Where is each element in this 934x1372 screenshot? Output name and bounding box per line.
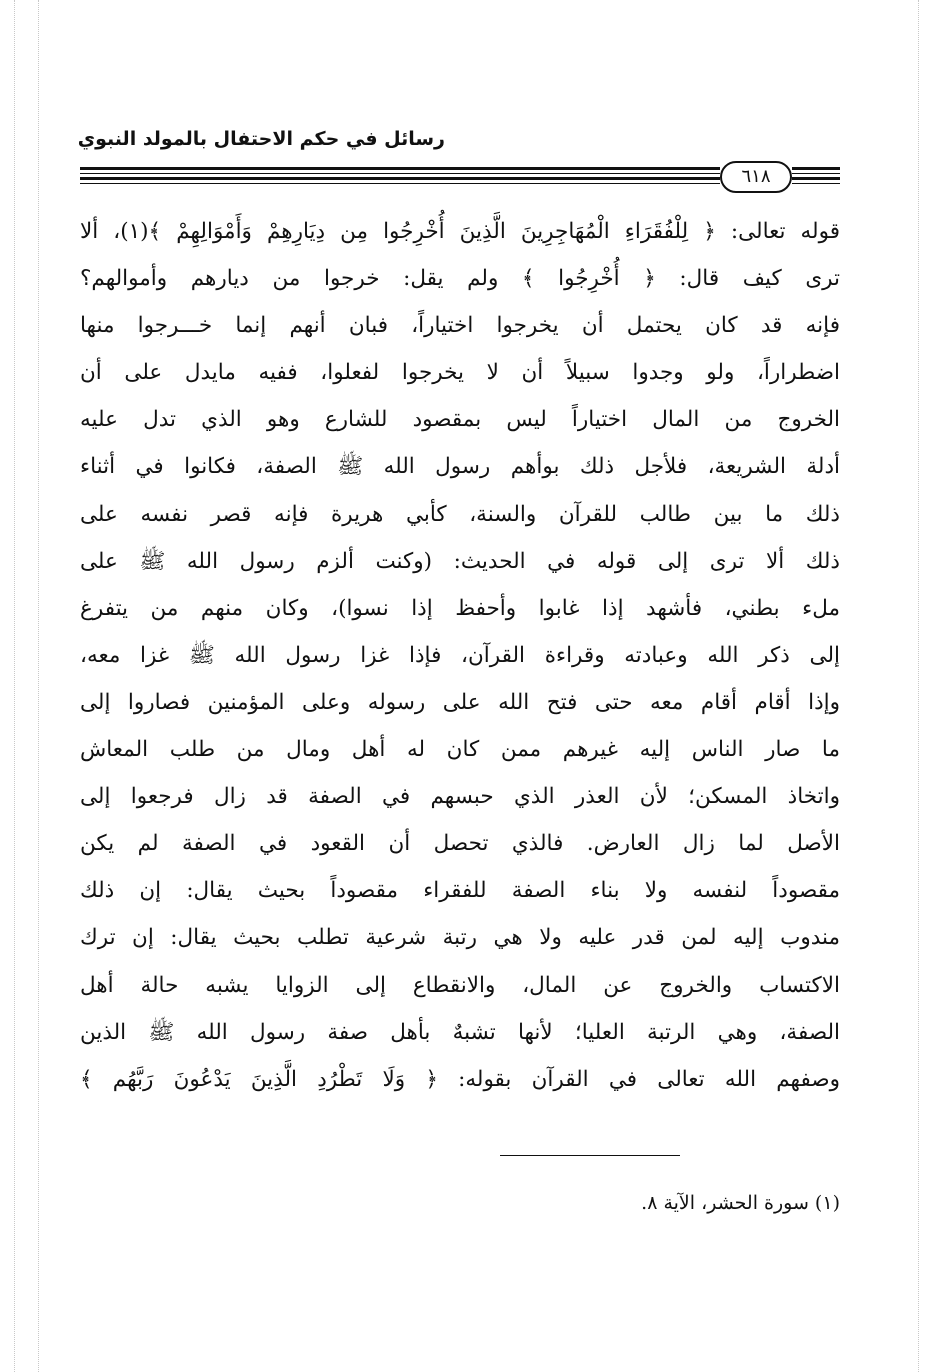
- text-line: وإذا أقام أقام معه حتى فتح الله على رسوله وعلى المؤمنين فصاروا إلى: [80, 689, 840, 715]
- text-line: ذلك ما بين طالب للقرآن والسنة، كأبي هريرة فإنه قصر نفسه على: [80, 501, 840, 527]
- text-line: ذلك ألا ترى إلى قوله في الحديث: (وكنت ألزم رسول الله ﷺ على: [80, 548, 840, 574]
- text-line: الصفة، وهي الرتبة العليا؛ لأنها تشبهٌ بأهل صفة رسول الله ﷺ الذين: [80, 1019, 840, 1045]
- scan-artifact: [14, 0, 15, 1372]
- book-page: [77, 110, 840, 1230]
- text-line: ملء بطني، فأشهد إذا غابوا وأحفظ إذا نسوا)، وكان منهم من يتفرغ: [80, 595, 840, 621]
- text-line: ما صار الناس إليه غيرهم ممن كان له أهل ومال من طلب المعاش: [80, 737, 840, 763]
- header-rule: [792, 173, 840, 174]
- text-line: مقصوداً لنفسه ولا بناء الصفة للفقراء مقصوداً بحيث يقال: إن ذلك: [80, 878, 840, 904]
- page-number: ٦١٨: [720, 161, 792, 193]
- header-rule: [80, 183, 720, 184]
- header-rule: [80, 167, 720, 170]
- text-line: قوله تعالى: ﴿ لِلْفُقَرَاءِ الْمُهَاجِرِينَ الَّذِينَ أُخْرِجُوا مِن دِيَارِهِمْ وَأَمْوَالِهِمْ ﴾(١)، ألا: [80, 219, 840, 244]
- header-rule: [792, 167, 840, 170]
- text-line: الخروج من المال اختياراً ليس بمقصود للشارع وهو الذي تدل عليه: [80, 407, 840, 433]
- header-rule: [80, 173, 720, 174]
- footnote-separator: [500, 1155, 680, 1156]
- footnote: (١) سورة الحشر، الآية ٨.: [641, 1192, 840, 1214]
- header-rule: [792, 177, 840, 180]
- text-line: إلى ذكر الله وعبادته وقراءة القرآن، فإذا غزا رسول الله ﷺ غزا معه،: [80, 642, 840, 668]
- scan-artifact: [38, 0, 39, 1372]
- header-rule: [80, 177, 720, 180]
- text-line: ترى كيف قال: ﴿ أُخْرِجُوا ﴾ ولم يقل: خرجوا من ديارهم وأموالهم؟: [80, 266, 840, 292]
- text-line: مندوب إليه لمن قدر عليه ولا هي رتبة شرعية تطلب بحيث يقال: إن ترك: [80, 925, 840, 951]
- text-line: اضطراراً، ولو وجدوا سبيلاً أن لا يخرجوا لفعلوا، ففيه مايدل على أن: [80, 360, 840, 386]
- text-line: وصفهم الله تعالى في القرآن بقوله: ﴿ وَلَا تَطْرُدِ الَّذِينَ يَدْعُونَ رَبَّهُم ﴾: [80, 1066, 840, 1092]
- text-line: الاكتساب والخروج عن المال، والانقطاع إلى الزوايا يشبه حالة أهل: [80, 972, 840, 998]
- header-rule: [792, 183, 840, 184]
- text-line: الأصل لما زال العارض. فالذي تحصل أن القعود في الصفة لم يكن: [80, 831, 840, 857]
- scan-artifact: [918, 0, 919, 1372]
- text-line: أدلة الشريعة، فلأجل ذلك بوأهم رسول الله ﷺ الصفة، فكانوا في أثناء: [80, 454, 840, 480]
- text-line: واتخاذ المسكن؛ لأن العذر الذي حبسهم في الصفة قد زال فرجعوا إلى: [80, 784, 840, 810]
- running-title: رسائل في حكم الاحتفال بالمولد النبوي: [77, 128, 445, 150]
- body-text: [80, 208, 840, 1103]
- text-line: فإنه قد كان يحتمل أن يخرجوا اختياراً، فبان أنهم إنما خـــرجوا منها: [80, 313, 840, 339]
